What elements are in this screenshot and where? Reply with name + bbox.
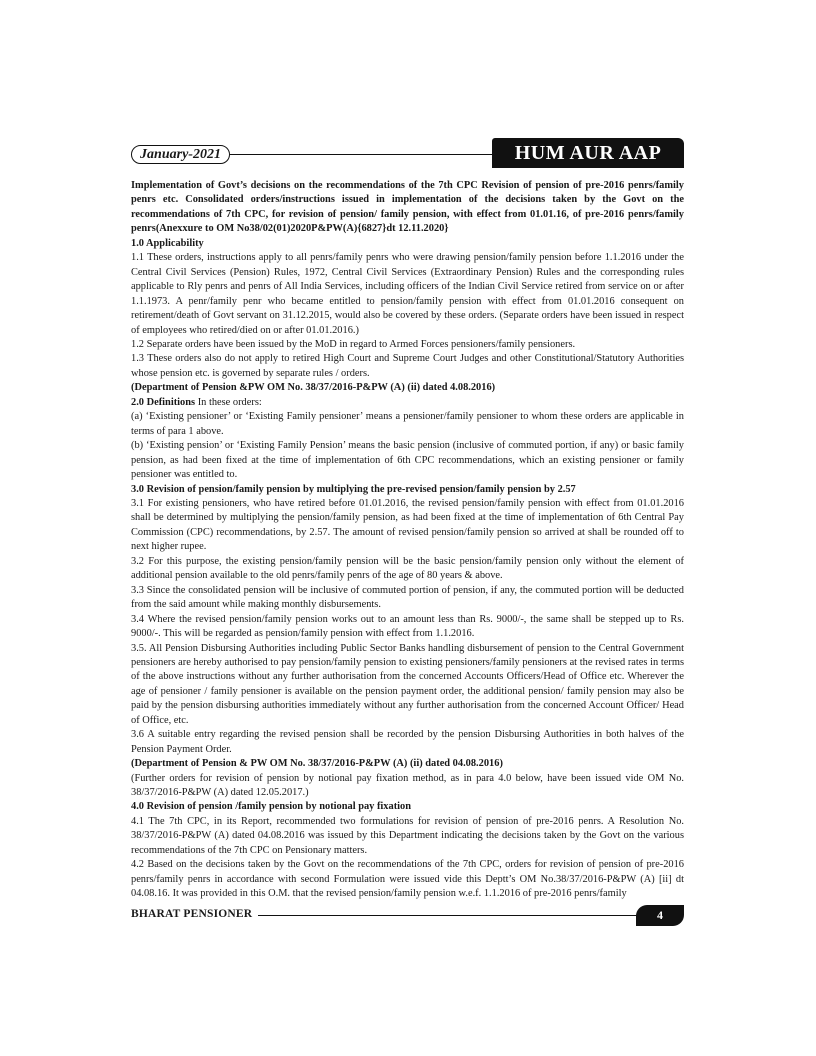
para-1-1: 1.1 These orders, instructions apply to all penrs/family penrs who were drawing pension/family pension before 1.1.2016 under the Central Civil Services (Pension) Rules, 1972, Central Civil Services (Extraordinary Pension) Rules and the corresponding rules applicable to Rly penrs and penrs of All India Services, including officers of the Indian Civil Service retired from service on or after 1.1.1973. A penr/family penr who became entitled to pension/family pension with effect from 01.01.2016 consequent on retirement/death of Govt servant on 31.12.2015, would also be covered by these orders. (Separate orders have been issued in respect of employees who retired/died on or after 01.01.2016.) [131, 252, 684, 336]
page-header [131, 138, 684, 168]
article-body [131, 179, 684, 902]
magazine-section-title: HUM AUR AAP [492, 138, 684, 168]
article-intro: Implementation of Govt’s decisions on the recommendations of the 7th CPC Revision of pension of pre-2016 penrs/family penrs etc. Consolidated orders/instructions issued in implementation of the decisions taken by the Govt on the recommendations of 7th CPC, for revision of pension/ family pension, with effect from 01.01.16, of pre-2016 penrs/family penrs(Anexxure to OM No38/02(01)2020P&PW(A){6827}dt 12.11.2020} [131, 180, 684, 235]
para-1-2: 1.2 Separate orders have been issued by the MoD in regard to Armed Forces pensioners/family pensioners. [131, 338, 576, 350]
para-4-1: 4.1 The 7th CPC, in its Report, recommended two formulations for revision of pension of pre-2016 penrs. A Resolution No. 38/37/2016-P&PW (A) dated 04.08.2016 was issued by this Department indicating the decisions taken by the Govt on the various recommendations of the 7th CPC on Pensionary matters. [131, 815, 684, 856]
section-2-intro [131, 396, 684, 410]
para-2-b: (b) ‘Existing pension’ or ‘Existing Family Pension’ means the basic pension (inclusive of commuted portion, if any) or basic family pension, as had been fixed at the time of implementation of 6th CPC recommendations, which an existing pensioner or family pensioner was entitled to. [131, 440, 684, 481]
note-2: (Further orders for revision of pension by notional pay fixation method, as in para 4.0 below, have been issued vide OM No. 38/37/2016-P&PW (A) dated 12.05.2017.) [131, 772, 684, 799]
footer-rule [258, 915, 648, 916]
reference-2: (Department of Pension & PW OM No. 38/37/2016-P&PW (A) (ii) dated 04.08.2016) [131, 758, 503, 770]
issue-date: January-2021 [131, 145, 230, 164]
section-4-heading: 4.0 Revision of pension /family pension by notional pay fixation [131, 801, 412, 813]
para-4-2: 4.2 Based on the decisions taken by the Govt on the recommendations of the 7th CPC, orders for revision of pension of pre-2016 penrs/family penrs in accordance with second Formulation were issued vide this Deptt’s OM No.38/37/2016-P&PW (A) [ii] dt 04.08.16. It was provided in this O.M. that the revised pension/family pension w.e.f. 1.1.2016 of pre-2016 penrs/family [131, 859, 684, 900]
section-3-heading: 3.0 Revision of pension/family pension by multiplying the pre-revised pension/family pension by 2.57 [131, 483, 576, 495]
para-3-5: 3.5. All Pension Disbursing Authorities including Public Sector Banks handling disbursement of pension to the Central Government pensioners are hereby authorised to pay pension/family pension to existing pensioners/family pensioners at the revised rates in terms of the above instructions without any further authorisation from the concerned Accounts Officers/Head of Office etc. Wherever the age of pensioner / family pensioner is available on the pension payment order, the additional pension/ family pension may also be paid by the pension disbursing authorities immediately without any further authorisation from the concerned Account Officer/ Head of Office, etc. [131, 642, 684, 726]
publication-name: BHARAT PENSIONER [131, 908, 253, 920]
para-3-6: 3.6 A suitable entry regarding the revised pension shall be recorded by the pension Disbursing Authorities in both halves of the Pension Payment Order. [131, 729, 684, 755]
header-rule [230, 154, 494, 155]
para-3-3: 3.3 Since the consolidated pension will be inclusive of commuted portion of pension, if any, the commuted portion will be deducted from the said amount while making monthly disbursements. [131, 584, 684, 611]
para-3-1: 3.1 For existing pensioners, who have retired before 01.01.2016, the revised pension/family pension with effect from 01.01.2016 shall be determined by multiplying the pension/family pension, as had been fixed at the time of implementation of 6th Central Pay Commission (CPC) recommendations, by 2.57. The amount of revised pension/family pension so arrived at shall be rounded off to next higher rupee. [131, 497, 684, 553]
para-2-a: (a) ‘Existing pensioner’ or ‘Existing Family pensioner’ means a pensioner/family pensioner to whom these orders are applicable in terms of para 1 above. [131, 411, 684, 437]
para-3-4: 3.4 Where the revised pension/family pension works out to an amount less than Rs. 9000/-, the same shall be stepped up to Rs. 9000/-. This will be regarded as pension/family pension with effect from 1.1.2016. [131, 613, 684, 640]
section-2-lead: In these orders: [195, 396, 262, 408]
page-footer [131, 905, 684, 927]
section-1-heading: 1.0 Applicability [131, 237, 204, 249]
para-1-3: 1.3 These orders also do not apply to retired High Court and Supreme Court Judges and other Constitutional/Statutory Authorities whose pension etc. is governed by separate rules / orders. [131, 353, 684, 379]
reference-1: (Department of Pension &PW OM No. 38/37/2016-P&PW (A) (ii) dated 4.08.2016) [131, 382, 496, 394]
section-2-heading: 2.0 Definitions [131, 396, 196, 408]
page-number: 4 [636, 905, 684, 926]
para-3-2: 3.2 For this purpose, the existing pension/family pension will be the basic pension/family pension only without the element of additional pension available to the old penrs/family penrs of the age of 80 years & above. [131, 555, 684, 582]
